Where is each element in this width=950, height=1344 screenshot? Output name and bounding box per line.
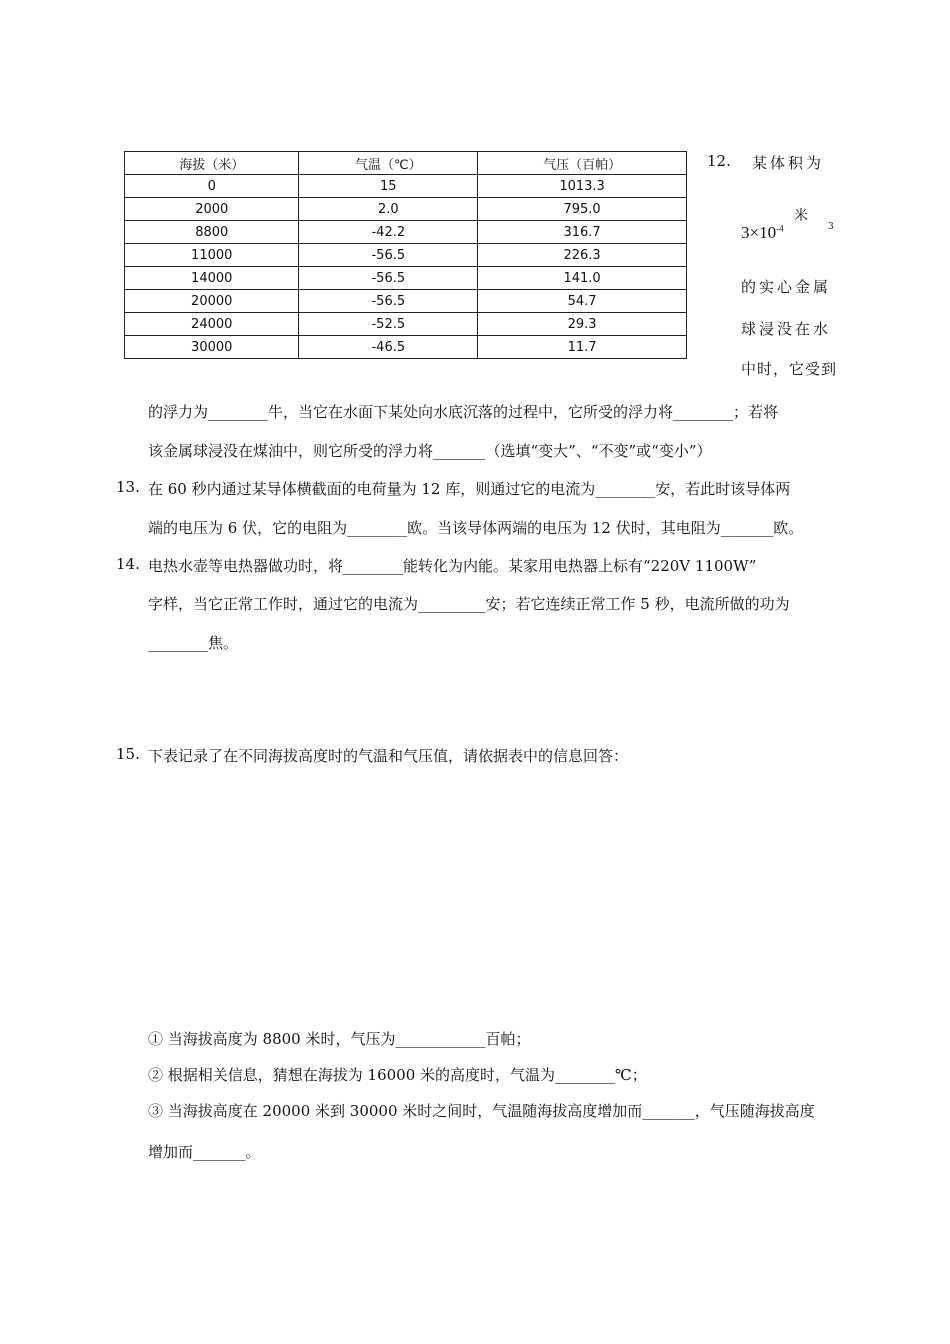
q15-number: 15. — [116, 745, 140, 763]
q14-line-1: 电热水壶等电热器做功时，将________能转化为内能。某家用电热器上标有“220V 1100W” — [148, 557, 757, 575]
q13-number: 13. — [116, 478, 140, 496]
table-cell: 2.0 — [299, 198, 478, 221]
table-header-row — [125, 152, 687, 175]
table-cell: 2000 — [125, 198, 299, 221]
q15-intro: 下表记录了在不同海拔高度时的气温和气压值，请依据表中的信息回答： — [148, 747, 629, 765]
table-cell: 141.0 — [478, 267, 687, 290]
header-altitude: 海拔（米） — [125, 152, 299, 175]
table-cell: 14000 — [125, 267, 299, 290]
table-cell: 15 — [299, 175, 478, 198]
table-cell: 30000 — [125, 336, 299, 359]
table-row — [125, 290, 687, 313]
table-cell: 226.3 — [478, 244, 687, 267]
q15-sub-2: ② 根据相关信息，猜想在海拔为 16000 米的高度时，气温为________℃； — [148, 1066, 647, 1084]
q12-number: 12. — [707, 152, 731, 170]
table-cell: 29.3 — [478, 313, 687, 336]
table-row — [125, 336, 687, 359]
table-row — [125, 244, 687, 267]
table-cell: 54.7 — [478, 290, 687, 313]
q14-number: 14. — [116, 555, 140, 573]
header-temperature: 气温（℃） — [299, 152, 478, 175]
table-row — [125, 267, 687, 290]
table-row — [125, 198, 687, 221]
q12-side-line-4: 中时，它受到 — [741, 360, 838, 378]
table-cell: 316.7 — [478, 221, 687, 244]
q12-formula — [741, 223, 784, 243]
q14-line-3: ________焦。 — [148, 634, 239, 652]
q15-sub-3-line-1: ③ 当海拔高度在 20000 米到 30000 米时之间时，气温随海拔高度增加而_______，气压随海拔高度 — [148, 1102, 815, 1120]
q14-line-2: 字样，当它正常工作时，通过它的电流为_________安；若它连续正常工作 5 秒，电流所做的功为 — [148, 595, 790, 613]
table-cell: -56.5 — [299, 290, 478, 313]
q15-sub-3-line-2: 增加而_______。 — [148, 1143, 261, 1161]
table-cell: 11000 — [125, 244, 299, 267]
q12-unit: 米 — [794, 208, 808, 224]
table-cell: 20000 — [125, 290, 299, 313]
table-row — [125, 221, 687, 244]
q12-formula-base: 3×10 — [741, 223, 777, 242]
table-cell: -56.5 — [299, 244, 478, 267]
header-pressure: 气压（百帕） — [478, 152, 687, 175]
altitude-table — [124, 151, 687, 359]
q12-side-line-3: 球浸没在水 — [741, 320, 832, 338]
table-row — [125, 313, 687, 336]
table-cell: -52.5 — [299, 313, 478, 336]
table-cell: -56.5 — [299, 267, 478, 290]
q12-unit-exponent: 3 — [828, 222, 834, 232]
table-cell: -42.2 — [299, 221, 478, 244]
table-cell: 795.0 — [478, 198, 687, 221]
q15-sub-1: ① 当海拔高度为 8800 米时，气压为____________百帕； — [148, 1030, 531, 1048]
q13-line-1: 在 60 秒内通过某导体横截面的电荷量为 12 库，则通过它的电流为________安，若此时该导体两 — [148, 480, 791, 498]
table-cell: -46.5 — [299, 336, 478, 359]
q12-formula-exponent: -4 — [776, 223, 784, 234]
q13-line-2: 端的电压为 6 伏，它的电阻为________欧。当该导体两端的电压为 12 伏时，其电阻为_______欧。 — [148, 519, 804, 537]
q12-side-line-2: 的实心金属 — [741, 278, 832, 296]
table-cell: 0 — [125, 175, 299, 198]
table-cell: 1013.3 — [478, 175, 687, 198]
q12-line-1: 的浮力为________牛，当它在水面下某处向水底沉落的过程中，它所受的浮力将________；若将 — [148, 403, 779, 421]
q12-line-2: 该金属球浸没在煤油中，则它所受的浮力将_______（选填“变大”、“不变”或“变小”） — [148, 442, 712, 460]
table-row — [125, 175, 687, 198]
table-cell: 11.7 — [478, 336, 687, 359]
table-cell: 24000 — [125, 313, 299, 336]
table-cell: 8800 — [125, 221, 299, 244]
q12-side-line-1: 某体积为 — [752, 154, 825, 172]
